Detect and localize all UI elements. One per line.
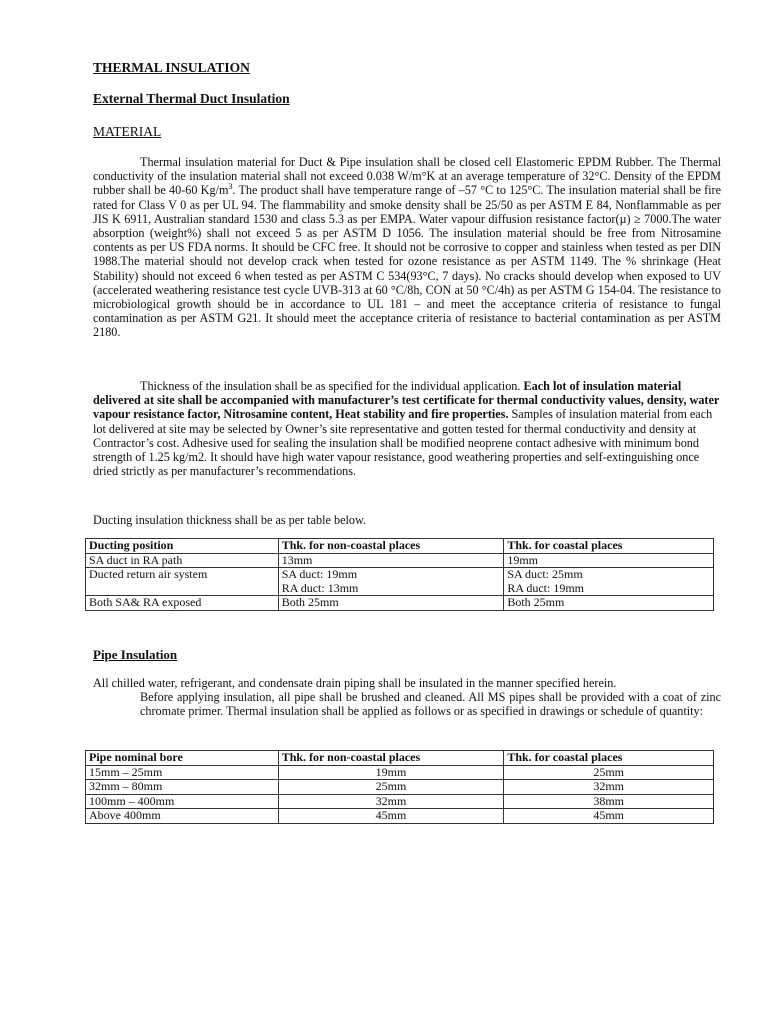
table-cell: Both 25mm [278,596,504,611]
table-cell: SA duct in RA path [86,553,279,568]
thickness-text-a: Thickness of the insulation shall be as specified for the individual application. [140,379,524,393]
pipe-insulation-table [85,750,714,824]
table-header: Thk. for non-coastal places [278,751,504,766]
cell-line: SA duct: 25mm [507,567,583,581]
table-cell [504,568,714,596]
cell-line: Ducted return air system [89,567,208,581]
table-cell: 32mm [504,780,714,795]
table-cell: 25mm [504,765,714,780]
document-title: THERMAL INSULATION [93,60,250,75]
table-row [86,794,714,809]
cell-line: RA duct: 19mm [507,580,584,595]
table-cell: 32mm [278,794,504,809]
document-subtitle: External Thermal Duct Insulation [93,91,290,106]
material-text-b: . The product shall have temperature range of –57 °C to 125°C. The insulation material shall be fire rated for Class V 0 as per UL 94. The flammability and smoke density shall be 25/50 as per ASTM E 84, Nonflammable as per JIS K 6911, Australian standard 1530 and class 5.3 as per EMPA. Water vapour diffusion resistance factor(µ) ≥ 7000.The water absorption (weight%) shall not exceed 5 as per ASTM D 1056. The insulation material should be free from Nitrosamine contents as per US FDA norms. It should be CFC free. It should not be corrosive to copper and stainless when tested as per DIN 1988.The material should not develop crack when tested for ozone resistance as per ASTM 1149. The % shrinkage (Heat Stability) should not exceed 6 when tested as per ASTM C 534(93°C, 7 days). No cracks should develop when exposed to UV (accelerated weathering resistance test cycle UVB-313 at 60 °C/8h, CON at 50 °C/4h) as per ASTM G 154-04. The resistance to microbiological growth should be in accordance to UL 181 – and meet the acceptance criteria of resistance to fungal contamination as per ASTM G21. It should meet the acceptance criteria of resistance to bacterial contamination as per ASTM 2180. [93,183,721,340]
table-header-row [86,539,714,554]
pipe-insulation-heading: Pipe Insulation [93,647,178,662]
thickness-text-bold: Each lot of insulation material delivered at site shall be accompanied with manufacturer’s test certificate for thermal conductivity values, density, water vapour resistance factor, Nitrosamine content, Heat stability and fire properties. [93,379,720,422]
table-header: Ducting position [86,539,279,554]
section-heading-material: MATERIAL [93,124,162,139]
table-row [86,780,714,795]
table-header: Pipe nominal bore [86,751,279,766]
table-cell [278,568,504,596]
cell-line: SA duct: 19mm [281,567,358,581]
superscript: 3 [228,182,233,192]
duct-table-intro: Ducting insulation thickness shall be as per table below. [93,513,367,527]
table-cell: 25mm [278,780,504,795]
table-header-row [86,751,714,766]
pipe-insulation-paragraph [93,676,721,719]
table-cell: 19mm [278,765,504,780]
table-cell: 15mm – 25mm [86,765,279,780]
table-header: Thk. for coastal places [504,539,714,554]
duct-insulation-table [85,538,714,611]
table-cell [86,568,279,596]
table-cell: Above 400mm [86,809,279,824]
table-row [86,553,714,568]
table-row [86,596,714,611]
table-row [86,765,714,780]
table-cell: 45mm [504,809,714,824]
table-cell: 38mm [504,794,714,809]
cell-line: RA duct: 13mm [281,580,359,595]
table-row [86,568,714,596]
table-header: Thk. for non-coastal places [278,539,504,554]
table-cell: Both 25mm [504,596,714,611]
pipe-text-rest: Before applying insulation, all pipe shall be brushed and cleaned. All MS pipes shall be provided with a coat of zinc chromate primer. Thermal insulation shall be applied as follows or as specified in drawings or schedule of quantity: [140,690,721,719]
table-cell: 19mm [504,553,714,568]
table-cell: 13mm [278,553,504,568]
table-cell: 100mm – 400mm [86,794,279,809]
material-text-a: Thermal insulation material for Duct & Pipe insulation shall be closed cell Elastomeric EPDM Rubber. The Thermal conductivity of the insulation material shall not exceed 0.038 W/m°K at an average temperature of 32°C. Density of the EPDM rubber shall be 40-60 Kg/m [93,155,721,198]
table-cell: Both SA& RA exposed [86,596,279,611]
thickness-text-b: Samples of insulation material from each lot delivered at site may be selected by Owner’s site representative and gotten tested for thermal conductivity and density at Contractor’s cost. Adhesive used for sealing the insulation shall be modified neoprene contact adhesive with minimum bond strength of 1.25 kg/m2. It should have high water vapour resistance, good weathering properties and self-extinguishing once dried strictly as per manufacturer’s recommendations. [93,407,713,479]
table-row [86,809,714,824]
table-cell: 32mm – 80mm [86,780,279,795]
material-paragraph [93,155,721,340]
pipe-text-first: All chilled water, refrigerant, and condensate drain piping shall be insulated in the manner specified herein. [93,676,617,690]
table-header: Thk. for coastal places [504,751,714,766]
thickness-paragraph [93,379,721,478]
table-cell: 45mm [278,809,504,824]
